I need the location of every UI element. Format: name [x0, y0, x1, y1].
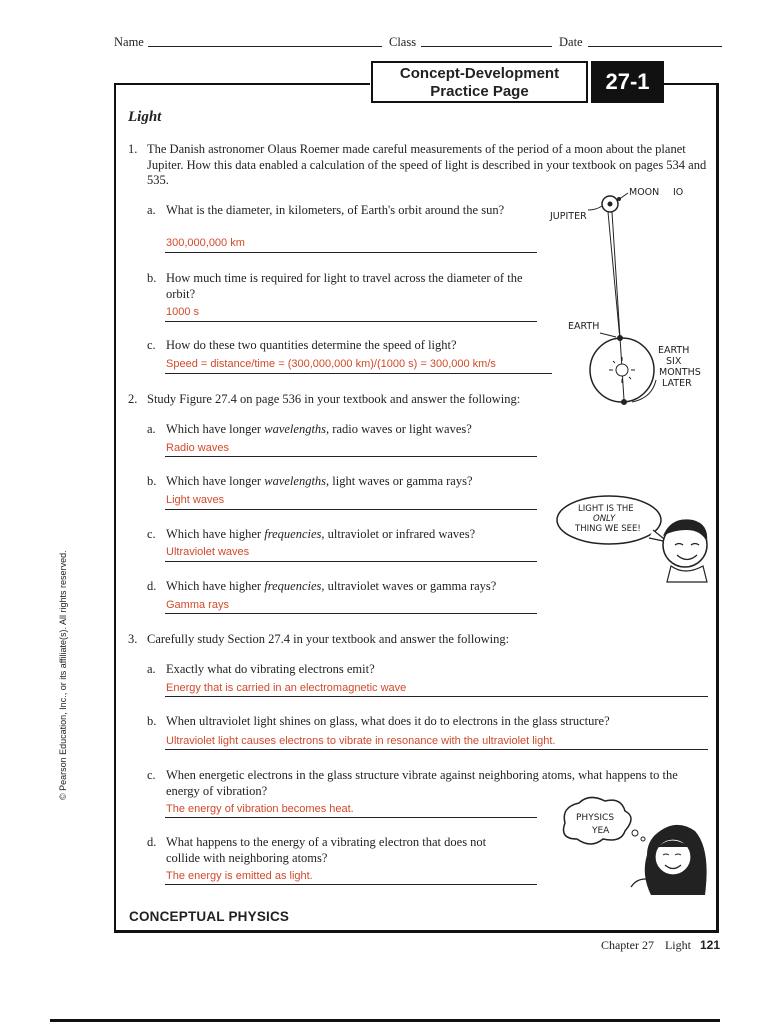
bubble1-line2: ONLY: [593, 514, 616, 524]
kid-face-icon: [663, 519, 707, 582]
q3d-answer-line: [165, 884, 537, 885]
q3b-answer-line: [165, 749, 708, 750]
q3c-answer-line: [165, 817, 537, 818]
q3-number: 3.: [128, 632, 138, 646]
title-line2: Practice Page: [430, 83, 529, 100]
q2-text: Study Figure 27.4 on page 536 in your textbook and answer the following:: [147, 392, 521, 406]
q3c-text: When energetic electrons in the glass structure vibrate against neighboring atoms, what happens to the energy of vibration?: [166, 768, 678, 798]
q2a-text-post: radio waves or light waves?: [329, 422, 472, 436]
later-label-2: SIX: [666, 356, 682, 367]
q1a-answer[interactable]: 300,000,000 km: [166, 237, 245, 249]
q2d-answer[interactable]: Gamma rays: [166, 599, 229, 611]
later-label-4: LATER: [662, 378, 692, 389]
earth-icon: [617, 335, 623, 341]
q1c-label: c.: [147, 338, 156, 352]
q1b-label: b.: [147, 271, 157, 285]
q1c-answer-line: [165, 373, 552, 374]
q1b-text: How much time is required for light to travel across the diameter of the orbit?: [166, 271, 523, 301]
copyright-notice: © Pearson Education, Inc., or its affiliate(s). All rights reserved.: [58, 550, 68, 800]
q3d-answer[interactable]: The energy is emitted as light.: [166, 870, 313, 882]
q2d-text-pre: Which have higher: [166, 579, 265, 593]
chapter-number: Chapter 27: [600, 938, 654, 952]
physics-yea-cartoon: [555, 795, 715, 900]
q2d-text: [166, 579, 546, 595]
girl-face-icon: [631, 825, 707, 895]
page-number-badge: 27-1: [591, 61, 664, 103]
chapter-title: Light: [664, 938, 691, 952]
q2a-text: [166, 422, 536, 438]
bottom-rule: [50, 1019, 720, 1022]
q2a-answer[interactable]: Radio waves: [166, 442, 229, 454]
q1c-answer[interactable]: Speed = distance/time = (300,000,000 km)/(1000 s) = 300,000 km/s: [166, 358, 496, 370]
q2a-text-em: wavelengths,: [264, 422, 330, 436]
q3a-answer[interactable]: Energy that is carried in an electromagnetic wave: [166, 682, 407, 694]
q3d-label: d.: [147, 835, 157, 849]
io-label: IO: [673, 187, 684, 198]
q2b-text: [166, 474, 536, 490]
page-title: [371, 61, 588, 103]
q3a-text: Exactly what do vibrating electrons emit?: [166, 662, 375, 676]
q2d-text-post: ultraviolet waves or gamma rays?: [324, 579, 497, 593]
date-label: Date: [559, 35, 583, 49]
jupiter-label: JUPITER: [550, 211, 587, 222]
earth-label: EARTH: [568, 321, 600, 332]
class-label: Class: [389, 35, 417, 49]
later-label-1: EARTH: [658, 345, 690, 356]
earth-later-icon: [621, 399, 627, 405]
q2d-text-em: frequencies,: [264, 579, 325, 593]
q1a-label: a.: [147, 203, 156, 217]
q2c-text: [166, 527, 536, 543]
q2d-answer-line: [165, 613, 537, 614]
q3a-label: a.: [147, 662, 156, 676]
q2b-text-post: light waves or gamma rays?: [329, 474, 473, 488]
q3c-label: c.: [147, 768, 156, 782]
q2b-label: b.: [147, 474, 157, 488]
q2b-answer-line: [165, 509, 537, 510]
moon-label: MOON: [629, 187, 660, 198]
q2c-text-post: ultraviolet or infrared waves?: [324, 527, 476, 541]
frame-top-right: [664, 83, 717, 85]
date-field[interactable]: [588, 46, 722, 47]
q1c-text: How do these two quantities determine the speed of light?: [166, 338, 457, 352]
q3d-text: What happens to the energy of a vibrating electron that does not collide with neighboring atoms?: [166, 835, 487, 865]
q3b-answer[interactable]: Ultraviolet light causes electrons to vibrate in resonance with the ultraviolet light.: [166, 735, 556, 747]
page-footer: [601, 938, 720, 953]
title-line1: Concept-Development: [399, 65, 560, 82]
q2d-label: d.: [147, 579, 157, 593]
q1-text: The Danish astronomer Olaus Roemer made careful measurements of the period of a moon about the planet Jupiter. How this data enabled a calculation of the speed of light is described in your textbook on pages 534 and 535.: [147, 142, 707, 187]
frame-top-left: [114, 83, 370, 85]
book-title: CONCEPTUAL PHYSICS: [129, 909, 290, 924]
bubble2-line1: PHYSICS: [576, 813, 615, 823]
q2b-text-pre: Which have longer: [166, 474, 265, 488]
q3a-answer-line: [165, 696, 708, 697]
q1b-answer-line: [165, 321, 537, 322]
q1b-answer[interactable]: 1000 s: [166, 306, 200, 318]
class-field[interactable]: [421, 46, 552, 47]
sun-icon: [616, 364, 628, 376]
q2c-text-pre: Which have higher: [166, 527, 265, 541]
q2b-answer[interactable]: Light waves: [166, 494, 225, 506]
q2c-text-em: frequencies,: [264, 527, 325, 541]
q3c-answer[interactable]: The energy of vibration becomes heat.: [166, 803, 354, 815]
bubble1-line3: THING WE SEE!: [575, 524, 641, 534]
q2-number: 2.: [128, 392, 138, 406]
q2c-answer[interactable]: Ultraviolet waves: [166, 546, 250, 558]
later-label-3: MONTHS: [659, 367, 701, 378]
q1-number: 1.: [128, 142, 138, 156]
q1a-answer-line: [165, 252, 537, 253]
moon-io-icon: [617, 197, 621, 201]
q3b-label: b.: [147, 714, 157, 728]
name-label: Name: [114, 35, 144, 49]
q1a-text: What is the diameter, in kilometers, of Earth's orbit around the sun?: [166, 203, 505, 217]
q3-text: Carefully study Section 27.4 in your textbook and answer the following:: [147, 632, 510, 646]
q2a-text-pre: Which have longer: [166, 422, 265, 436]
q2c-label: c.: [147, 527, 156, 541]
section-title: Light: [128, 109, 162, 125]
q2a-label: a.: [147, 422, 156, 436]
q2b-text-em: wavelengths,: [264, 474, 330, 488]
q2c-answer-line: [165, 561, 537, 562]
bubble1-line1: LIGHT IS THE: [578, 504, 634, 514]
q2a-answer-line: [165, 456, 537, 457]
page-number: 121: [699, 938, 720, 952]
name-field[interactable]: [148, 46, 382, 47]
bubble2-line2: YEA: [592, 826, 610, 836]
q3b-text: When ultraviolet light shines on glass, what does it do to electrons in the glass structure?: [166, 714, 610, 728]
